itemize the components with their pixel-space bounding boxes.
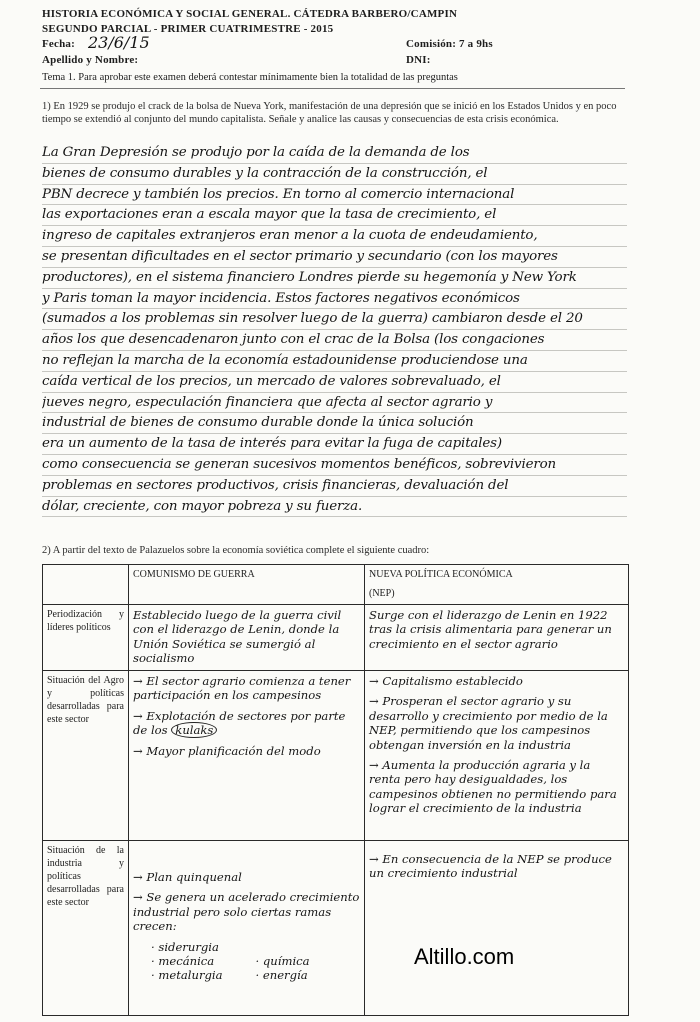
answer-line: (sumados a los problemas sin resolver luego de la guerra) cambiaron desde el 20 <box>42 309 627 330</box>
branch-item <box>256 940 361 954</box>
answer-line: no reflejan la marcha de la economía estadounidense produciendose una <box>42 351 627 372</box>
answer-line: las exportaciones eran a escala mayor que la tasa de crecimiento, el <box>42 205 627 226</box>
question-2-text: 2) A partir del texto de Palazuelos sobre la economía soviética complete el siguiente cuadro: <box>42 545 430 556</box>
answer-line: y Paris toman la mayor incidencia. Estos factores negativos económicos <box>42 289 627 310</box>
industria-comunismo-item: → Se genera un acelerado crecimiento industrial pero solo ciertas ramas crecen: <box>133 890 360 934</box>
branch-item: · siderurgia <box>151 939 219 954</box>
exam-subtitle: SEGUNDO PARCIAL - PRIMER CUATRIMESTRE - 2015 <box>42 23 334 35</box>
header-comunismo-de-guerra: COMUNISMO DE GUERRA <box>129 565 365 605</box>
header-nep-line2: (NEP) <box>369 588 395 599</box>
agro-nep-item: → Prosperan el sector agrario y su desarrollo y crecimiento por medio de la NEP, permitiendo que los campesinos obtengan inversión en la industria <box>369 694 608 752</box>
fecha-label: Fecha: <box>42 38 75 50</box>
exam-title: HISTORIA ECONÓMICA Y SOCIAL GENERAL. CÁTEDRA BARBERO/CAMPIN <box>42 8 458 20</box>
agro-comunismo-item: → El sector agrario comienza a tener participación en los campesinos <box>133 674 351 703</box>
cell-periodizacion-nep: Surge con el liderazgo de Lenin en 1922 tras la crisis alimentaria para generar un crecimiento en el sector agrario <box>365 605 629 671</box>
row-header-industria: Situación de la industria y políticas desarrolladas para este sector <box>43 841 129 1016</box>
table-corner-cell <box>43 565 129 605</box>
watermark: Altillo.com <box>414 944 515 969</box>
question-1-text: 1) En 1929 se produjo el crack de la bolsa de Nueva York, manifestación de una depresión que se inició en los Estados Unidos y en poco tiempo se extendió al conjunto del mundo capitalista. Señale y analice las causas y consecuencias de esta crisis económica. <box>42 101 617 125</box>
row-header-agro: Situación del Agro y políticas desarrolladas para este sector <box>43 671 129 841</box>
branch-item: · metalurgia <box>151 968 223 983</box>
answer-line: PBN decrece y también los precios. En torno al comercio internacional <box>42 185 627 206</box>
answer-line: como consecuencia se generan sucesivos momentos benéficos, sobrevivieron <box>42 455 627 476</box>
apellido-label: Apellido y Nombre: <box>42 54 139 66</box>
cell-industria-nep <box>365 841 629 1016</box>
answer-line: La Gran Depresión se produjo por la caída de la demanda de los <box>42 143 627 164</box>
agro-comunismo-item: → Mayor planificación del modo <box>133 743 321 758</box>
cell-industria-comunismo <box>129 841 365 1016</box>
branch-item: · energía <box>255 968 308 983</box>
answer-line: jueves negro, especulación financiera que afecta al sector agrario y <box>42 393 627 414</box>
branch-item: · química <box>255 954 310 969</box>
question-1-answer <box>42 143 627 517</box>
answer-line: era un aumento de la tasa de interés para evitar la fuga de capitales) <box>42 434 627 455</box>
row-header-periodizacion: Periodización y líderes políticos <box>43 605 129 671</box>
header-nep <box>365 565 629 605</box>
circled-word-kulaks: kulaks <box>171 722 217 738</box>
answer-line: se presentan dificultades en el sector primario y secundario (con los mayores <box>42 247 627 268</box>
answer-line: bienes de consumo durables y la contracción de la construcción, el <box>42 164 627 185</box>
answer-line: dólar, creciente, con mayor pobreza y su fuerza. <box>42 497 627 518</box>
comparison-table <box>42 564 629 1016</box>
fecha-value: 23/6/15 <box>88 33 150 52</box>
comision-label: Comisión: 7 a 9hs <box>406 38 493 50</box>
cell-agro-nep <box>365 671 629 841</box>
divider <box>40 88 625 89</box>
dni-label: DNI: <box>406 54 431 66</box>
agro-nep-item: → Aumenta la producción agraria y la renta pero hay desigualdades, los campesinos obtienen no permitiendo para lograr el crecimiento de la industria <box>369 758 617 816</box>
agro-nep-item: → Capitalismo establecido <box>369 674 523 688</box>
industria-nep-item: → En consecuencia de la NEP se produce un crecimiento industrial <box>369 852 612 881</box>
answer-line: años los que desencadenaron junto con el crac de la Bolsa (los congaciones <box>42 330 627 351</box>
answer-line: problemas en sectores productivos, crisis financieras, devaluación del <box>42 476 627 497</box>
answer-line: productores), en el sistema financiero Londres pierde su hegemonía y New York <box>42 268 627 289</box>
agro-comunismo-item: → Explotación de sectores por parte de los kulaks <box>133 708 346 738</box>
header-nep-line1: NUEVA POLÍTICA ECONÓMICA <box>369 569 513 580</box>
cell-agro-comunismo <box>129 671 365 841</box>
industry-branches <box>133 940 360 983</box>
branch-item: · mecánica <box>151 954 215 969</box>
answer-line: industrial de bienes de consumo durable donde la única solución <box>42 413 627 434</box>
exam-instructions: Tema 1. Para aprobar este examen deberá contestar mínimamente bien la totalidad de las preguntas <box>42 72 458 83</box>
industria-comunismo-item: → Plan quinquenal <box>133 870 242 884</box>
cell-periodizacion-comunismo: Establecido luego de la guerra civil con el liderazgo de Lenin, donde la Unión Soviética se sumergió al socialismo <box>129 605 365 671</box>
answer-line: ingreso de capitales extranjeros eran menor a la cuota de endeudamiento, <box>42 226 627 247</box>
answer-line: caída vertical de los precios, un mercado de valores sobrevaluado, el <box>42 372 627 393</box>
